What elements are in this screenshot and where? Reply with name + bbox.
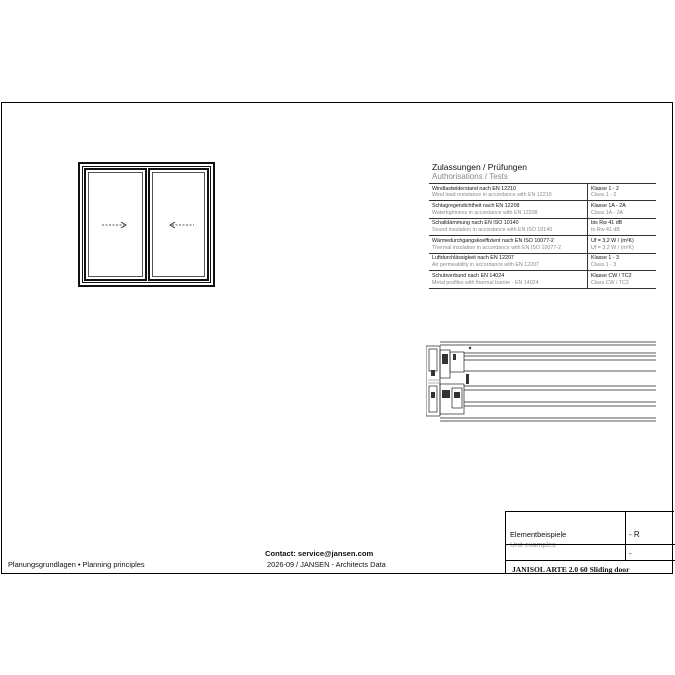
test-value-de: Klasse CW / TC2 — [591, 272, 632, 279]
table-row — [429, 218, 656, 235]
test-value-en: Class 1 - 3 — [591, 262, 617, 269]
unit-label-de: Elementbeispiele — [510, 530, 567, 539]
test-name-de: Wärmedurchgangskoeffizient nach EN ISO 10077-2 — [432, 237, 554, 244]
test-value-en: Class 1 - 2 — [591, 192, 617, 199]
test-name-de: Schubverbund nach EN 14024 — [432, 272, 505, 279]
authorisations-table — [429, 183, 656, 289]
test-value-en: Uf = 3,2 W / (m²K) — [591, 244, 634, 251]
title-block — [505, 511, 674, 574]
test-name-de: Windlastwiderstand nach EN 12210 — [432, 185, 516, 192]
test-value-de: Klasse 1A - 2A — [591, 202, 626, 209]
authorisations-title: Zulassungen / Prüfungen — [432, 162, 527, 172]
slide-left-arrow-icon — [168, 221, 194, 229]
slide-right-arrow-icon — [102, 221, 128, 229]
table-row — [429, 201, 656, 218]
test-value-de: bis Rw 41 dB — [591, 220, 623, 227]
unit-label-en: Unit examples — [510, 540, 556, 549]
test-name-en: Wind load resistance in accordance with EN 12210 — [432, 192, 552, 199]
test-name-en: Thermal insulation in accordance with EN ISO 10077-2 — [432, 244, 561, 251]
test-value-en: Class CW / TC2 — [591, 279, 629, 286]
test-value-de: Uf = 3,2 W / (m²K) — [591, 237, 634, 244]
test-value-en: Class 1A - 2A — [591, 209, 624, 216]
drawing-sheet — [1, 102, 673, 574]
table-row — [429, 236, 656, 253]
edition-label: 2026-09 / JANSEN - Architects Data — [267, 560, 386, 569]
test-name-en: Watertightness in accordance with EN 12208 — [432, 209, 538, 216]
test-value-de: Klasse 1 - 3 — [591, 255, 619, 262]
product-name: JANISOL ARTE 2.0 60 Sliding door — [512, 565, 630, 574]
test-value-en: to Rw 41 dB — [591, 227, 620, 234]
authorisations-subtitle: Authorisations / Tests — [432, 172, 508, 181]
test-name-de: Schalldämmung nach EN ISO 10140 — [432, 220, 519, 227]
test-name-de: Schlagregendichtheit nach EN 12208 — [432, 202, 520, 209]
table-row — [429, 184, 656, 201]
footer-section-label: Planungsgrundlagen • Planning principles — [8, 560, 145, 569]
test-name-en: Sound insulation in accordance with EN ISO 10140 — [432, 227, 553, 234]
table-row — [429, 253, 656, 270]
door-elevation-drawing — [78, 162, 215, 287]
profile-section-drawing — [426, 340, 656, 422]
test-name-de: Luftdurchlässigkeit nach EN 12207 — [432, 255, 514, 262]
revision-dash: - — [629, 549, 632, 558]
contact-email: Contact: service@jansen.com — [265, 549, 374, 558]
table-row — [429, 271, 656, 288]
test-value-de: Klasse 1 - 2 — [591, 185, 619, 192]
test-name-en: Air permeability in accordance with EN 12207 — [432, 262, 539, 269]
test-name-en: Metal profiles with thermal barrier - EN 14024 — [432, 279, 539, 286]
variant-code: - R — [629, 530, 640, 539]
